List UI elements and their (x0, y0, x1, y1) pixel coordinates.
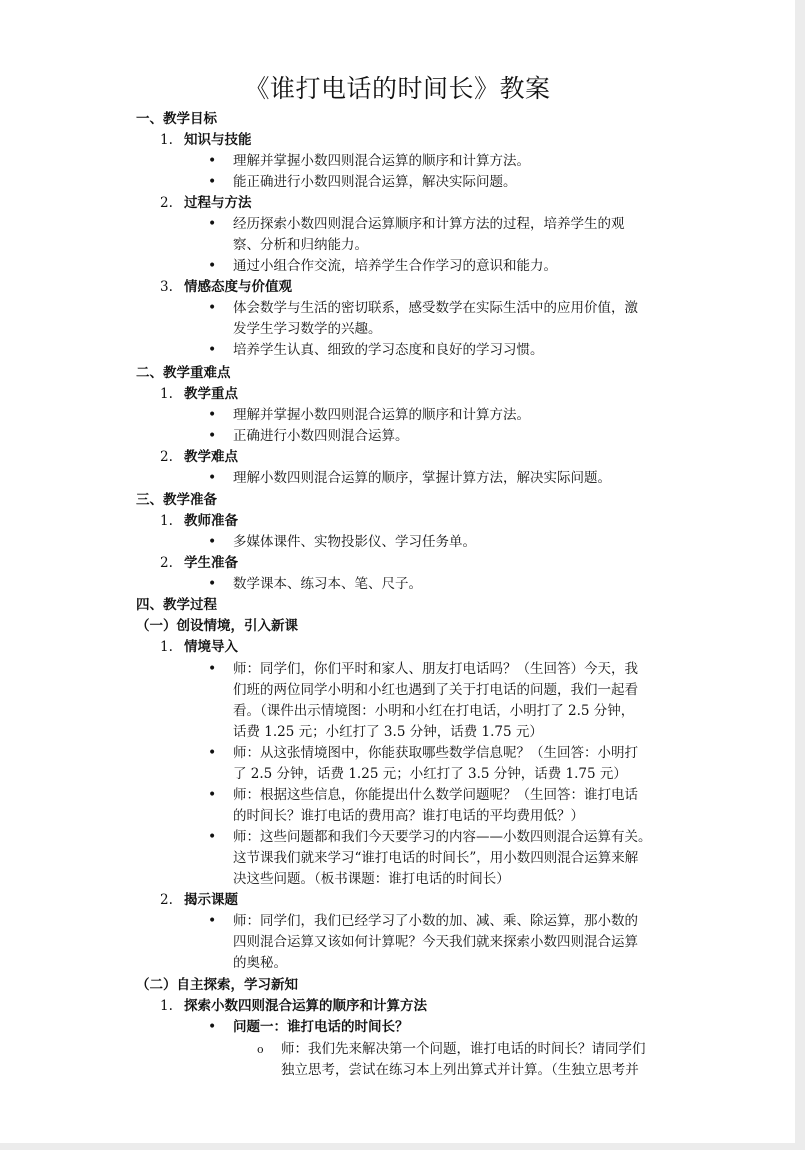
list-item-continued: 察、分析和归纳能力。 (233, 237, 368, 253)
subsection-heading: 教学重点 (184, 386, 238, 402)
subsection-heading: 知识与技能 (184, 132, 252, 148)
bullet-icon: • (208, 745, 217, 761)
document-title: 《谁打电话的时间长》教案 (244, 74, 551, 103)
list-item: 多媒体课件、实物投影仪、学习任务单。 (233, 534, 476, 550)
list-number: 1. (160, 639, 173, 655)
list-item-continued: 看。（课件出示情境图：小明和小红在打电话，小明打了 2.5 分钟， (233, 703, 635, 719)
bullet-icon: • (208, 534, 217, 550)
list-item-continued: 这节课我们就来学习“谁打电话的时间长”，用小数四则混合运算来解 (233, 850, 639, 866)
list-item-continued: 们班的两位同学小明和小红也遇到了关于打电话的问题，我们一起看 (233, 682, 638, 698)
list-number: 2. (160, 892, 173, 908)
bullet-icon: • (208, 576, 217, 592)
list-item-continued: 话费 1.25 元；小红打了 3.5 分钟，话费 1.75 元） (233, 724, 543, 740)
list-item: 师：我们先来解决第一个问题，谁打电话的时间长？请同学们 (281, 1041, 646, 1057)
list-item: 正确进行小数四则混合运算。 (233, 428, 409, 444)
list-item: 师：这些问题都和我们今天要学习的内容——小数四则混合运算有关。 (233, 829, 652, 845)
bullet-icon: • (208, 174, 217, 190)
subsection-heading: 情感态度与价值观 (184, 279, 292, 295)
list-item-continued: 了 2.5 分钟，话费 1.25 元；小红打了 3.5 分钟，话费 1.75 元） (233, 766, 627, 782)
list-item: 理解并掌握小数四则混合运算的顺序和计算方法。 (233, 407, 530, 423)
list-item-continued: 的奥秘。 (233, 955, 287, 971)
section-heading-objectives: 一、教学目标 (136, 111, 217, 127)
bullet-icon: • (208, 342, 217, 358)
list-item: 理解小数四则混合运算的顺序，掌握计算方法，解决实际问题。 (233, 470, 611, 486)
list-item: 理解并掌握小数四则混合运算的顺序和计算方法。 (233, 153, 530, 169)
list-item: 体会数学与生活的密切联系，感受数学在实际生活中的应用价值，激 (233, 300, 638, 316)
part-heading: （一）创设情境，引入新课 (136, 618, 298, 634)
list-item-continued: 四则混合运算又该如何计算呢？今天我们就来探索小数四则混合运算 (233, 934, 638, 950)
bullet-icon: • (208, 829, 217, 845)
list-item: 师：同学们，我们已经学习了小数的加、减、乘、除运算，那小数的 (233, 913, 638, 929)
list-item: 培养学生认真、细致的学习态度和良好的学习习惯。 (233, 342, 544, 358)
subsection-heading: 教师准备 (184, 513, 238, 529)
bullet-icon: • (208, 216, 217, 232)
list-item: 师：同学们，你们平时和家人、朋友打电话吗？（生回答）今天，我 (233, 661, 638, 677)
list-number: 3. (160, 279, 173, 295)
list-item: 数学课本、练习本、笔、尺子。 (233, 576, 422, 592)
bullet-icon: • (208, 153, 217, 169)
subsection-heading: 揭示课题 (184, 892, 238, 908)
section-heading-key-points: 二、教学重难点 (136, 365, 231, 381)
bullet-icon: • (208, 407, 217, 423)
list-number: 2. (160, 195, 173, 211)
part-heading: （二）自主探索，学习新知 (136, 977, 298, 993)
bullet-icon: • (208, 661, 217, 677)
list-item: 师：从这张情境图中，你能获取哪些数学信息呢？（生回答：小明打 (233, 745, 638, 761)
list-item: 师：根据这些信息，你能提出什么数学问题呢？（生回答：谁打电话 (233, 787, 638, 803)
bullet-icon: • (208, 258, 217, 274)
list-number: 2. (160, 449, 173, 465)
list-item: 能正确进行小数四则混合运算，解决实际问题。 (233, 174, 517, 190)
list-item-continued: 决这些问题。（板书课题：谁打电话的时间长） (233, 871, 510, 887)
subsection-heading: 过程与方法 (184, 195, 252, 211)
bullet-icon: • (208, 787, 217, 803)
list-number: 1. (160, 132, 173, 148)
subsection-heading: 情境导入 (184, 639, 238, 655)
list-number: 1. (160, 513, 173, 529)
list-item-continued: 独立思考，尝试在练习本上列出算式并计算。（生独立思考并 (281, 1062, 639, 1078)
section-heading-process: 四、教学过程 (136, 597, 217, 613)
bullet-icon: • (208, 470, 217, 486)
question-heading: 问题一：谁打电话的时间长？ (233, 1019, 409, 1035)
list-number: 2. (160, 555, 173, 571)
circle-bullet-icon: o (257, 1043, 264, 1056)
list-item: 通过小组合作交流，培养学生合作学习的意识和能力。 (233, 258, 557, 274)
subsection-heading: 学生准备 (184, 555, 238, 571)
section-heading-preparation: 三、教学准备 (136, 492, 217, 508)
list-item-continued: 的时间长？谁打电话的费用高？谁打电话的平均费用低？） (233, 808, 584, 824)
list-number: 1. (160, 386, 173, 402)
subsection-heading: 探索小数四则混合运算的顺序和计算方法 (184, 998, 427, 1014)
list-item-continued: 发学生学习数学的兴趣。 (233, 321, 382, 337)
bullet-icon: • (208, 300, 217, 316)
bullet-icon: • (208, 1019, 217, 1035)
subsection-heading: 教学难点 (184, 449, 238, 465)
list-item: 经历探索小数四则混合运算顺序和计算方法的过程，培养学生的观 (233, 216, 625, 232)
bullet-icon: • (208, 913, 217, 929)
bullet-icon: • (208, 428, 217, 444)
list-number: 1. (160, 998, 173, 1014)
